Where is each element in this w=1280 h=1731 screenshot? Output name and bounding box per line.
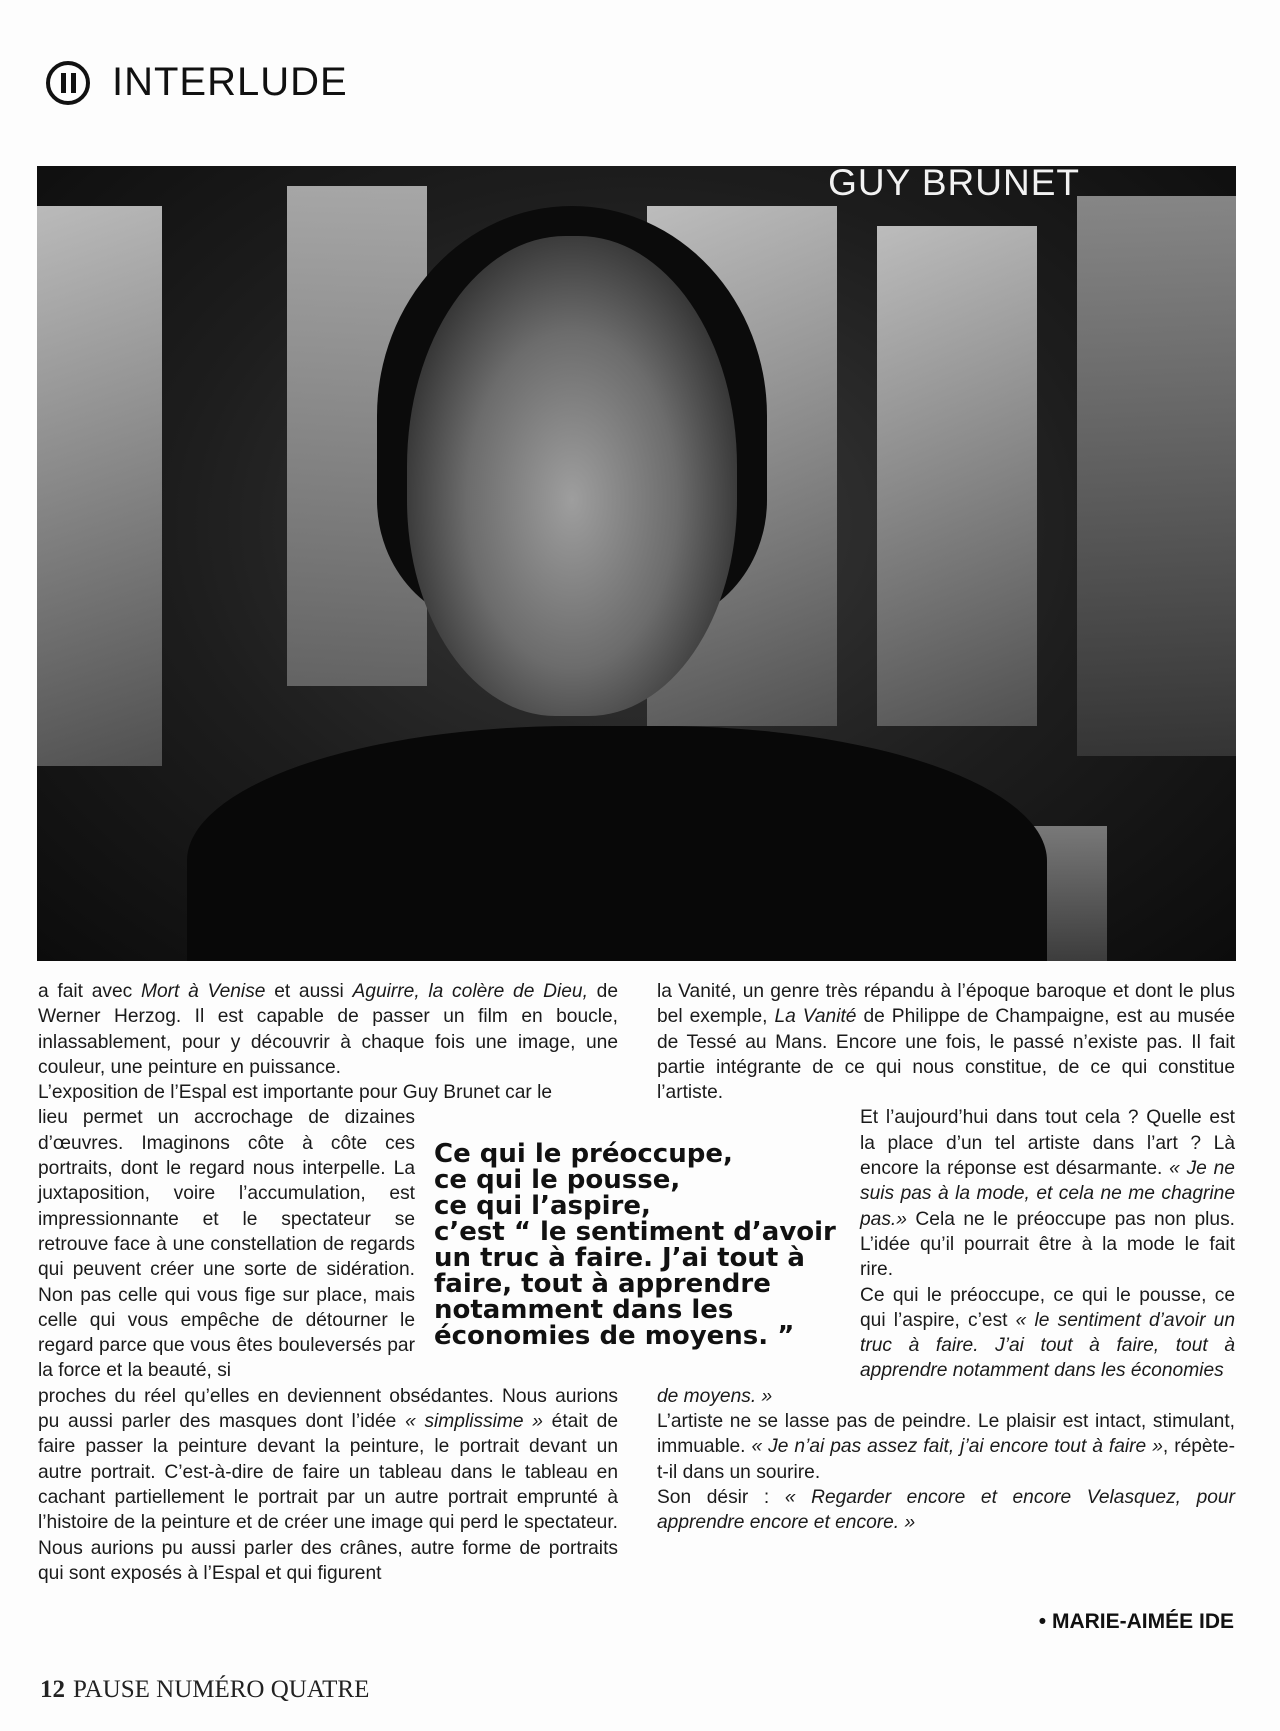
portrait-photo — [37, 166, 1236, 961]
paragraph — [657, 979, 1235, 1105]
background-painting — [37, 206, 162, 766]
text-run: L’artiste ne se lasse pas de peindre. Le plaisir est intact, stimulant, immuable. — [657, 1411, 1235, 1458]
italic-run: « Je n’ai pas assez fait, j’ai encore tout à faire » — [751, 1436, 1163, 1458]
figure-head — [407, 236, 737, 716]
italic-run: « simplissime » — [405, 1411, 543, 1433]
italic-run: « le sentiment d’avoir un truc à faire. J’ai tout à faire, tout à apprendre notamment dans les économies — [860, 1309, 1235, 1382]
text-run: proches du réel qu’elles en deviennent obsédantes. Nous aurions pu aussi parler des masques dont l’idée — [38, 1385, 618, 1433]
pull-quote-line: ce qui le pousse, — [434, 1165, 681, 1195]
photo-caption: GUY BRUNET — [828, 166, 1080, 203]
pull-quote-line: Ce qui le préoccupe, — [434, 1139, 733, 1169]
text-run: la Vanité, un genre très répandu à l’époque baroque et dont le plus bel exemple, — [657, 981, 1235, 1028]
italic-run: « Regarder encore et encore Velasquez, pour apprendre encore et encore. » — [657, 1486, 1235, 1534]
section-header — [46, 60, 348, 105]
magazine-name: PAUSE NUMÉRO QUATRE — [73, 1676, 370, 1703]
article-column-right — [657, 979, 1235, 1536]
text-run: Son désir : — [657, 1486, 785, 1508]
text-run: Cela ne le préoccupe pas non plus. L’idée qu’il pourrait être à la mode le fait rire. — [860, 1208, 1235, 1281]
italic-run: Aguirre, la colère de Dieu, — [352, 981, 588, 1002]
page-number: 12 — [40, 1676, 65, 1703]
pull-quote-line: faire, tout à apprendre — [434, 1269, 771, 1299]
author-signature: • MARIE-AIMÉE IDE — [1038, 1610, 1234, 1633]
page-folio — [40, 1676, 369, 1704]
paragraph — [657, 1384, 1235, 1409]
text-run: et aussi — [265, 981, 353, 1002]
pull-quote-line: un truc à faire. J’ai tout à — [434, 1243, 805, 1273]
paragraph — [860, 1283, 1235, 1384]
italic-run: Mort à Venise — [141, 981, 266, 1002]
italic-run: La Vanité — [774, 1006, 857, 1028]
text-run: était de faire passer la peinture devant la peinture, le portrait devant un autre portrait. C’est-à-dire de faire un tableau dans le tableau en cachant partiellement le portrait par un autre portrait emprunté à l’histoire de la peinture et de créer une image qui perd le spectateur. Nous aurions pu aussi parler des crânes, autre forme de portraits qui sont exposés à l’Espal et qui figurent — [38, 1411, 618, 1584]
quote-end: de moyens. » — [657, 1385, 773, 1407]
paragraph-text — [38, 1384, 618, 1586]
section-title: INTERLUDE — [112, 60, 348, 104]
figure-body — [187, 726, 1047, 961]
text-run: de Werner Herzog. Il est capable de passer un film en boucle, inlassablement, pour y découvrir à chaque fois une image, une couleur, une peinture en puissance. — [38, 981, 618, 1078]
paragraph-text-wrapped: lieu permet un accrochage de dizaines d’œuvres. Imaginons côte à côte ces portraits, dont le regard nous interpelle. La juxtaposition, voire l’accumulation, est impressionnante et le spectateur se retrouve face à une constellation de regards qui peuvent créer une sorte de sidération. Non pas celle qui vous fige sur place, mais celle qui vous empêche de détourner le regard parce que vous êtes bouleversés par la force et la beauté, si — [38, 1107, 415, 1382]
pause-icon — [46, 61, 90, 105]
text-run: , répète-t-il dans un sourire. — [657, 1436, 1235, 1483]
pull-quote-line: ce qui l’aspire, — [434, 1191, 651, 1221]
paragraph — [657, 1409, 1235, 1485]
paragraph-text: L’exposition de l’Espal est importante pour Guy Brunet car le — [38, 1082, 553, 1104]
text-run: Et l’aujourd’hui dans tout cela ? Quelle est la place d’un tel artiste dans l’art ? Là encore la réponse est désarmante. — [860, 1107, 1235, 1180]
pull-quote-line: économies de moyens. ” — [434, 1321, 795, 1351]
paragraph — [38, 979, 618, 1080]
background-painting — [1077, 196, 1236, 756]
text-run: a fait avec — [38, 981, 141, 1002]
text-run: de Philippe de Champaigne, est au musée de Tessé au Mans. Encore une fois, le passé n’existe pas. Il fait partie intégrante de ce qui nous constitue, de ce qui constitue l’artiste. — [657, 1006, 1235, 1104]
text-run: Ce qui le préoccupe, ce qui le pousse, ce qui l’aspire, c’est — [860, 1284, 1235, 1331]
wrapped-block — [860, 1105, 1235, 1383]
pull-quote-line: notamment dans les — [434, 1295, 734, 1325]
italic-run: « Je ne suis pas à la mode, et cela ne me chagrine pas.» — [860, 1158, 1235, 1230]
paragraph — [860, 1105, 1235, 1282]
pull-quote-line: c’est “ le sentiment d’avoir — [434, 1217, 836, 1247]
paragraph — [657, 1485, 1235, 1536]
background-painting — [877, 226, 1037, 726]
